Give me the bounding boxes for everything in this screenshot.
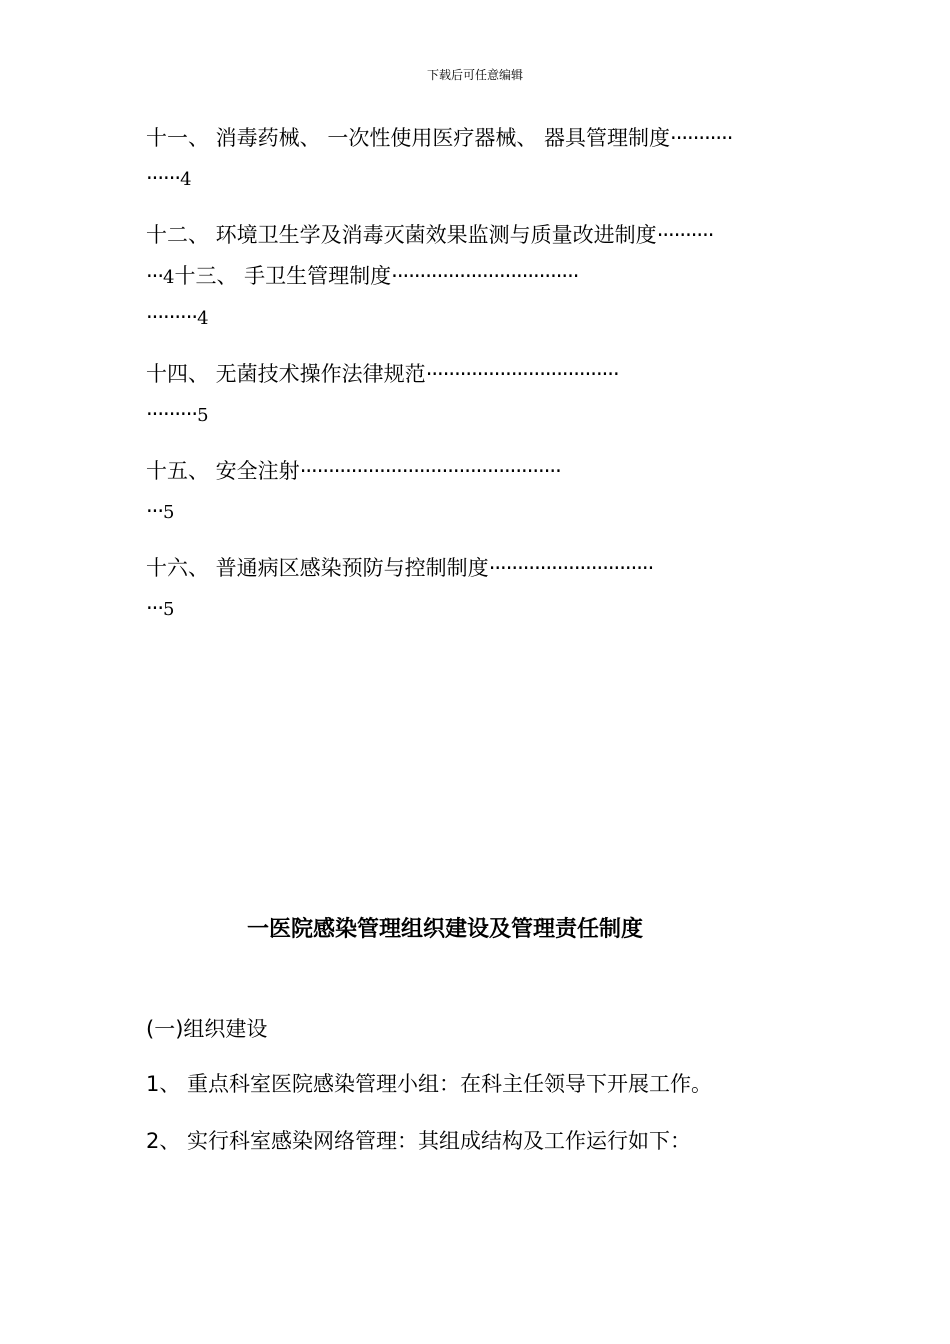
toc-leader-dots: ··· [146, 264, 164, 288]
toc-entry-16-cont [146, 594, 174, 624]
list-item: 2、 实行科室感染网络管理：其组成结构及工作运行如下： [146, 1129, 692, 1153]
toc-entry-16[interactable] [146, 554, 653, 582]
toc-entry-15[interactable] [146, 457, 561, 485]
toc-entry-11[interactable] [146, 124, 732, 152]
toc-label: 十四、 无菌技术操作法律规范 [146, 362, 426, 386]
toc-leader-dots: ········· [146, 305, 198, 329]
toc-label: 十一、 消毒药械、 一次性使用医疗器械、 器具管理制度 [146, 126, 671, 150]
section-title: 一医院感染管理组织建设及管理责任制度 [246, 917, 643, 942]
toc-leader-dots: ··· [146, 596, 164, 620]
toc-leader-dots: ·············································· [299, 459, 561, 483]
toc-label: 十三、 手卫生管理制度 [174, 264, 392, 288]
toc-entry-11-cont [146, 164, 192, 194]
toc-page-number: 5 [163, 599, 175, 620]
toc-entry-14[interactable] [146, 360, 619, 388]
toc-label: 十二、 环境卫生学及消毒灭菌效果监测与质量改进制度 [146, 223, 657, 247]
toc-leader-dots: ····························· [488, 556, 654, 580]
toc-page-number: 4 [163, 267, 175, 288]
toc-page-number: 5 [163, 502, 175, 523]
toc-leader-dots: ·································· [425, 362, 619, 386]
toc-entry-14-cont [146, 400, 209, 430]
toc-entry-13-cont [146, 303, 209, 333]
toc-page-number: 4 [180, 169, 192, 190]
toc-leader-dots: ········· [146, 402, 198, 426]
toc-leader-dots: ································· [391, 264, 579, 288]
toc-entry-12[interactable] [146, 221, 713, 249]
toc-leader-dots: ··········· [670, 126, 733, 150]
toc-entry-13[interactable] [146, 262, 578, 292]
page-header: 下载后可任意编辑 [426, 68, 523, 82]
toc-leader-dots: ·········· [656, 223, 714, 247]
toc-leader-dots: ······ [146, 166, 181, 190]
list-item: 1、 重点科室医院感染管理小组：在科主任领导下开展工作。 [146, 1072, 713, 1096]
toc-label: 十五、 安全注射 [146, 459, 300, 483]
toc-entry-15-cont [146, 497, 174, 527]
toc-page-number: 4 [197, 308, 209, 329]
toc-label: 十六、 普通病区感染预防与控制制度 [146, 556, 489, 580]
toc-page-number: 5 [197, 405, 209, 426]
toc-leader-dots: ··· [146, 499, 164, 523]
sub-heading: (一)组织建设 [146, 1017, 268, 1041]
